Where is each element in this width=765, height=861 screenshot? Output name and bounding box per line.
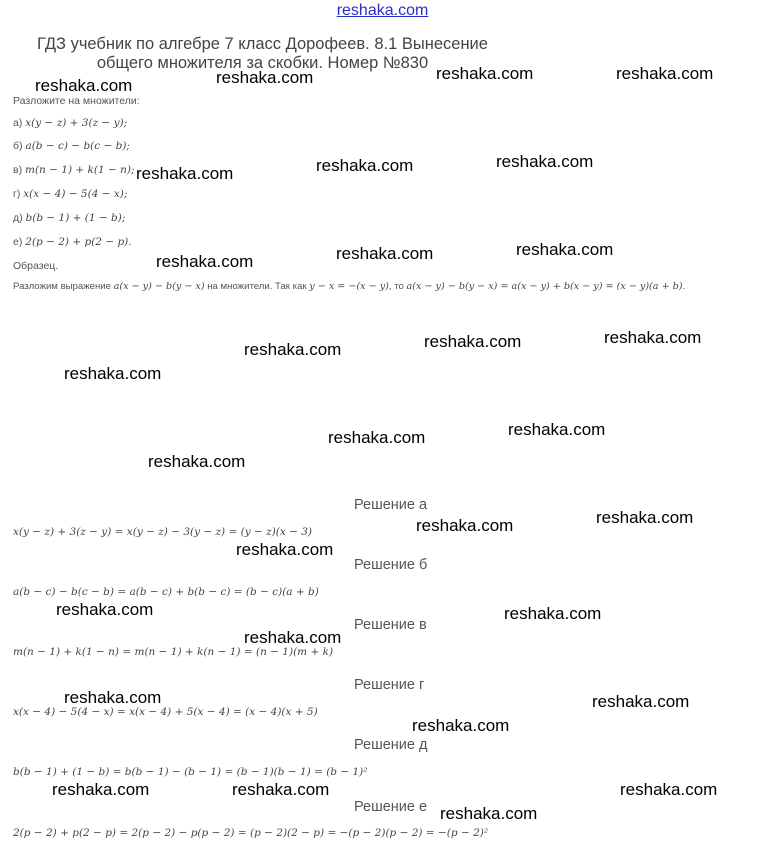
task-item-expr: a(b − c) − b(c − b);: [25, 140, 130, 152]
solution-text-v: m(n − 1) + k(1 − n) = m(n − 1) + k(n − 1) = (n − 1)(m + k): [13, 646, 334, 658]
watermark: reshaka.com: [244, 340, 342, 359]
watermark: reshaka.com: [616, 64, 714, 83]
site-link[interactable]: reshaka.com: [336, 2, 429, 19]
watermark: reshaka.com: [336, 244, 434, 263]
task-item-label: г): [13, 188, 21, 200]
task-item-expr: 2(p − 2) + p(2 − p).: [25, 236, 132, 248]
watermark: reshaka.com: [440, 804, 538, 823]
page-title-line-1: ГДЗ учебник по алгебре 7 класс Дорофеев. 8.1 Вынесение: [37, 35, 488, 53]
watermark: reshaka.com: [244, 628, 342, 647]
watermark: reshaka.com: [156, 252, 254, 271]
task-item: [13, 188, 127, 200]
solution-heading-v: Решение в: [354, 617, 427, 633]
task-item-label: е): [13, 236, 23, 248]
solution-text-g: x(x − 4) − 5(4 − x) = x(x − 4) + 5(x − 4) = (x − 4)(x + 5): [13, 706, 318, 718]
watermark: reshaka.com: [236, 540, 334, 559]
watermark: reshaka.com: [232, 780, 330, 799]
watermark: reshaka.com: [596, 508, 694, 527]
task-item-label: в): [13, 164, 23, 176]
solution-heading-a: Решение а: [354, 497, 428, 513]
task-item: [13, 164, 135, 176]
task-item-expr: x(x − 4) − 5(4 − x);: [23, 188, 128, 200]
task-item: [13, 236, 132, 248]
watermark: reshaka.com: [416, 516, 514, 535]
solution-heading-d: Решение д: [354, 737, 428, 753]
sample-label: Образец.: [13, 260, 59, 272]
watermark: reshaka.com: [35, 76, 133, 95]
task-item-label: б): [13, 140, 23, 152]
watermark: reshaka.com: [56, 600, 154, 619]
task-item-expr: m(n − 1) + k(1 − n);: [25, 164, 135, 176]
watermark: reshaka.com: [496, 152, 594, 171]
watermark: reshaka.com: [316, 156, 414, 175]
watermark: reshaka.com: [424, 332, 522, 351]
watermark: reshaka.com: [436, 64, 534, 83]
watermark: reshaka.com: [216, 68, 314, 87]
watermark: reshaka.com: [516, 240, 614, 259]
watermark: reshaka.com: [52, 780, 150, 799]
task-item-label: д): [13, 212, 23, 224]
task-item-label: а): [13, 117, 23, 129]
solution-text-d: b(b − 1) + (1 − b) = b(b − 1) − (b − 1) = (b − 1)(b − 1) = (b − 1)²: [13, 766, 368, 778]
sample-text: Разложим выражение a(x − y) − b(y − x) на множители. Так как y − x = −(x − y), то a(x − y) − b(y − x) = a(x − y) + b(x − y) = (x − y)(a + b).: [13, 281, 686, 292]
task-intro: Разложите на множители:: [13, 95, 140, 107]
page-title-line-2: общего множителя за скобки. Номер №830: [96, 54, 429, 72]
watermark: reshaka.com: [504, 604, 602, 623]
watermark: reshaka.com: [136, 164, 234, 183]
watermark: reshaka.com: [592, 692, 690, 711]
solution-text-e: 2(p − 2) + p(2 − p) = 2(p − 2) − p(p − 2) = (p − 2)(2 − p) = −(p − 2)(p − 2) = −(p − 2)²: [13, 827, 489, 839]
watermark: reshaka.com: [64, 688, 162, 707]
task-item-expr: b(b − 1) + (1 − b);: [25, 212, 126, 224]
solution-heading-g: Решение г: [354, 677, 425, 693]
task-item: [13, 212, 125, 224]
watermark: reshaka.com: [604, 328, 702, 347]
watermark: reshaka.com: [620, 780, 718, 799]
solution-heading-b: Решение б: [354, 557, 428, 573]
task-item: [13, 140, 130, 152]
task-item: [13, 117, 127, 129]
solution-text-b: a(b − c) − b(c − b) = a(b − c) + b(b − c) = (b − c)(a + b): [13, 586, 319, 598]
watermark: reshaka.com: [328, 428, 426, 447]
task-item-expr: x(y − z) + 3(z − y);: [25, 117, 128, 129]
watermark: reshaka.com: [508, 420, 606, 439]
watermark: reshaka.com: [412, 716, 510, 735]
solution-text-a: x(y − z) + 3(z − y) = x(y − z) − 3(y − z) = (y − z)(x − 3): [13, 526, 313, 538]
watermark: reshaka.com: [148, 452, 246, 471]
solution-heading-e: Решение е: [354, 799, 428, 815]
watermark: reshaka.com: [64, 364, 162, 383]
